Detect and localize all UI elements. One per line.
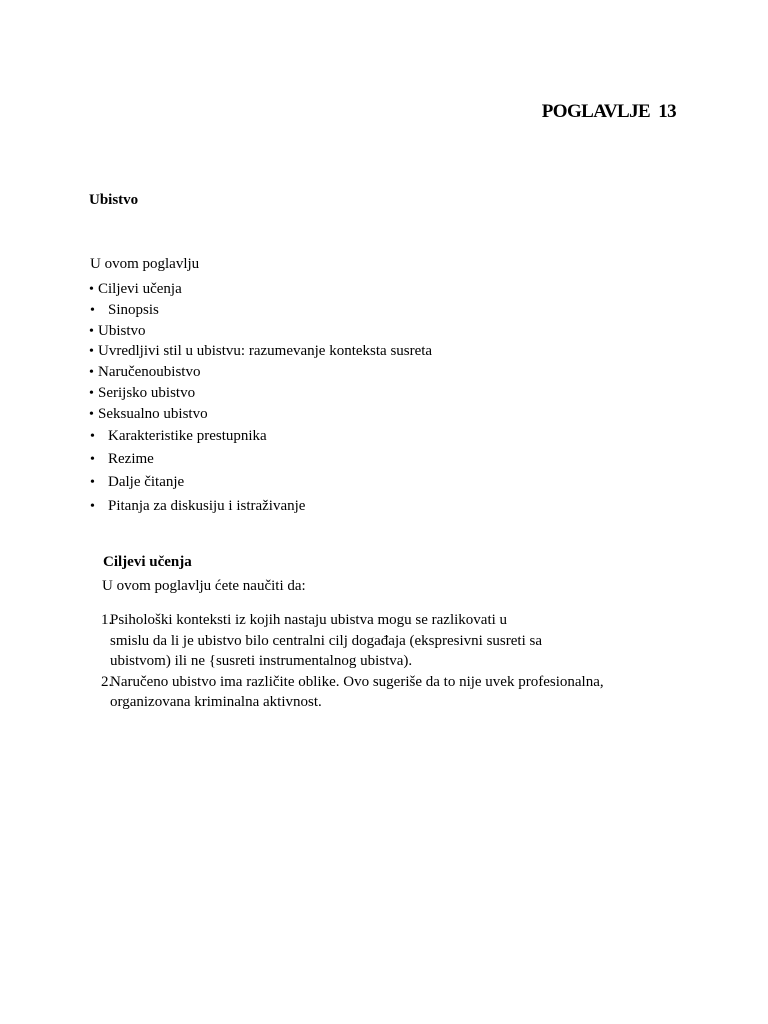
objectives-intro: U ovom poglavlju ćete naučiti da: xyxy=(102,578,306,594)
list-item xyxy=(89,321,432,342)
toc-item-label: Sinopsis xyxy=(108,301,159,318)
list-item xyxy=(89,471,432,494)
bullet-icon: • xyxy=(89,282,94,297)
bullet-icon: • xyxy=(90,302,95,318)
toc-item-label: Pitanja za diskusiju i istraživanje xyxy=(108,497,306,514)
objective-line: Psihološki konteksti iz kojih nastaju ubistva mogu se razlikovati u xyxy=(110,612,508,628)
objective-line: Naručeno ubistvo ima različite oblike. Ovo sugeriše da to nije uvek profesionalna, xyxy=(110,673,604,690)
objective-number: 2. xyxy=(101,673,113,690)
list-item xyxy=(89,404,432,425)
toc-item-label: Dalje čitanje xyxy=(108,474,185,491)
toc-item-label: Naručenoubistvo xyxy=(98,364,201,381)
list-item xyxy=(89,495,432,518)
objective-item xyxy=(101,672,641,713)
toc-item-label: Ciljevi učenja xyxy=(98,281,182,297)
toc-item-label: Serijsko ubistvo xyxy=(98,384,196,401)
bullet-icon: • xyxy=(89,323,94,339)
bullet-icon: • xyxy=(90,475,95,491)
list-item xyxy=(89,383,432,404)
list-item xyxy=(89,300,432,321)
list-item xyxy=(89,425,432,448)
section-title: Ubistvo xyxy=(89,192,139,208)
objectives-heading: Ciljevi učenja xyxy=(103,554,192,570)
list-item xyxy=(89,279,432,300)
objective-line: ubistvom) ili ne {susreti instrumentalnog ubistva). xyxy=(110,653,413,670)
bullet-icon: • xyxy=(90,451,95,467)
objective-item xyxy=(101,610,641,672)
toc-list xyxy=(89,279,432,518)
bullet-icon: • xyxy=(89,344,94,360)
bullet-icon: • xyxy=(90,498,95,514)
objective-line: smislu da li je ubistvo bilo centralni cilj događaja (ekspresivni susreti sa xyxy=(110,632,542,649)
toc-item-label: Uvredljivi stil u ubistvu: razumevanje konteksta susreta xyxy=(98,343,433,360)
toc-item-label: Ubistvo xyxy=(98,322,146,339)
bullet-icon: • xyxy=(89,365,94,381)
bullet-icon: • xyxy=(90,428,95,444)
toc-item-label: Karakteristike prestupnika xyxy=(108,427,267,444)
toc-item-label: Seksualno ubistvo xyxy=(98,405,208,422)
list-item xyxy=(89,362,432,383)
toc-intro: U ovom poglavlju xyxy=(90,256,200,272)
objective-number: 1. xyxy=(101,612,113,628)
objectives-list xyxy=(101,610,641,713)
list-item xyxy=(89,448,432,471)
chapter-title: POGLAVLJE 13 xyxy=(541,101,676,122)
list-item xyxy=(89,341,432,362)
bullet-icon: • xyxy=(89,385,94,401)
bullet-icon: • xyxy=(89,406,94,422)
toc-item-label: Rezime xyxy=(108,450,154,467)
objective-line: organizovana kriminalna aktivnost. xyxy=(110,694,322,711)
